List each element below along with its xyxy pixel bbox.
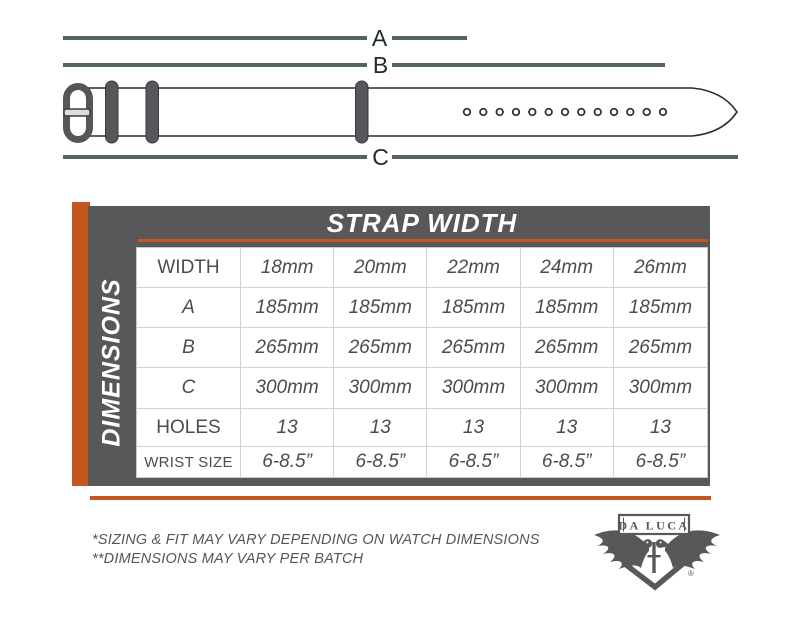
table-cell: 13 <box>427 409 520 447</box>
title-underline <box>138 239 708 242</box>
logo-banner <box>618 515 689 534</box>
strap-diagram <box>0 0 800 195</box>
table-cell: 265mm <box>521 328 614 368</box>
table-cell: 6-8.5” <box>635 451 686 472</box>
row-label: WRIST SIZE <box>137 447 241 477</box>
strap-keeper <box>356 81 369 143</box>
table-cell: 300mm <box>427 368 520 409</box>
table-cell: 13 <box>334 409 427 447</box>
table-cell: 300mm <box>614 368 707 409</box>
measurement-label-c: C <box>372 144 389 170</box>
brand-logo <box>591 512 723 596</box>
logo-wings-icon <box>594 530 720 569</box>
table-cell: 13 <box>614 409 707 447</box>
table-cell: 185mm <box>241 288 334 328</box>
strap-keeper <box>106 81 119 143</box>
dimensions-side-label <box>88 247 136 478</box>
row-label: B <box>137 328 241 368</box>
table-cell: 6-8.5” <box>521 447 614 477</box>
registered-mark: ® <box>688 569 694 578</box>
table-cell: 300mm <box>241 368 334 409</box>
measurement-label-b: B <box>372 52 389 78</box>
table-cell: 6-8.5” <box>427 447 520 477</box>
row-label: A <box>137 288 241 328</box>
buckle-prong <box>64 109 90 116</box>
dimensions-side-label-text: DIMENSIONS <box>97 278 126 447</box>
table-cell: 265mm <box>241 328 334 368</box>
accent-underline <box>90 496 711 500</box>
row-label: HOLES <box>137 409 241 447</box>
strap-keeper <box>146 81 159 143</box>
strap-buckle <box>64 87 90 140</box>
measurement-line-b <box>63 52 665 78</box>
row-label: C <box>137 368 241 409</box>
table-cell: 185mm <box>334 288 427 328</box>
column-header: WIDTH <box>137 248 241 288</box>
table-cell: 265mm <box>614 328 707 368</box>
footnote-sizing: *SIZING & FIT MAY VARY DEPENDING ON WATCH DIMENSIONS <box>92 532 540 548</box>
measurement-label-a: A <box>371 25 388 51</box>
table-cell: 13 <box>521 409 614 447</box>
table-cell: 265mm <box>334 328 427 368</box>
measurement-line-c <box>63 144 738 170</box>
table-cell: 185mm <box>427 288 520 328</box>
table-cell: 185mm <box>614 288 707 328</box>
column-header: 26mm <box>614 248 707 288</box>
measurement-line-a <box>63 25 467 51</box>
table-cell: 300mm <box>521 368 614 409</box>
column-header: 20mm <box>334 248 427 288</box>
table-cell: 185mm <box>521 288 614 328</box>
column-header: 18mm <box>241 248 334 288</box>
table-cell: 6-8.5” <box>241 447 334 477</box>
table-cell: 13 <box>241 409 334 447</box>
footnotes <box>92 531 540 569</box>
footnote-batch: **DIMENSIONS MAY VARY PER BATCH <box>92 551 364 567</box>
strap-body <box>89 88 737 136</box>
logo-brand-text: DA LUCA <box>618 518 690 533</box>
table-cell: 6-8.5” <box>334 447 427 477</box>
table-cell: 300mm <box>334 368 427 409</box>
size-table <box>136 247 708 478</box>
column-header: 22mm <box>427 248 520 288</box>
column-header: 24mm <box>521 248 614 288</box>
table-cell: 265mm <box>427 328 520 368</box>
dimensions-panel <box>88 206 710 486</box>
panel-title: STRAP WIDTH <box>326 208 518 238</box>
